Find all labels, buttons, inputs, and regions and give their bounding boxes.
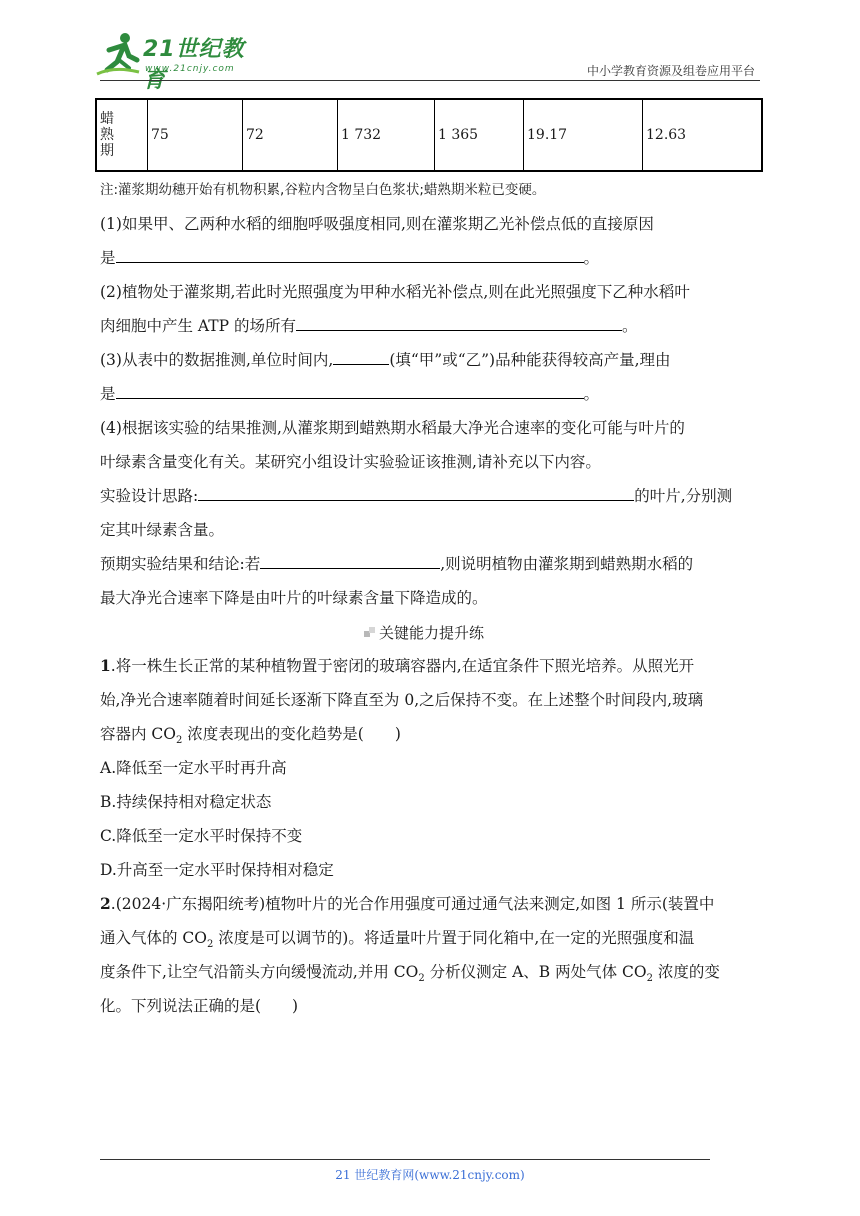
stage-cell: 蜡 熟 期	[96, 99, 148, 171]
p2-text: 2.(2024·广东揭阳统考)植物叶片的光合作用强度可通过通气法来测定,如图 1 所示(装置中	[100, 894, 715, 913]
answer-blank[interactable]	[296, 316, 622, 331]
table-cell: 1 732	[338, 99, 435, 171]
site-logo	[95, 30, 265, 93]
q4-text: (4)根据该实验的结果推测,从灌浆期到蜡熟期水稻最大净光合速率的变化可能与叶片的	[100, 419, 685, 437]
table-cell: 12.63	[643, 99, 763, 171]
section-icon	[364, 627, 376, 639]
q4-result-line: 预期实验结果和结论:若 ,则说明植物由灌浆期到蜡熟期水稻的	[100, 555, 694, 573]
q3-answer-line: 是 。	[100, 385, 600, 403]
answer-blank[interactable]	[333, 350, 389, 365]
q2-answer-line: 肉细胞中产生 ATP 的场所有 。	[100, 317, 638, 335]
table-cell: 1 365	[435, 99, 524, 171]
p1-text: 始,净光合速率随着时间延长逐渐下降直至为 0,之后保持不变。在上述整个时间段内,玻璃	[100, 691, 704, 709]
p1-text: 容器内 $CO_2$ 浓度表现出的变化趋势是( )	[100, 725, 401, 747]
runner-icon	[95, 30, 141, 76]
header-divider	[100, 80, 760, 81]
answer-blank[interactable]	[116, 384, 584, 399]
logo-url: www.21cnjy.com	[145, 64, 235, 74]
option-a[interactable]: A.降低至一定水平时再升高	[100, 759, 287, 777]
option-c[interactable]: C.降低至一定水平时保持不变	[100, 827, 303, 845]
table-row	[96, 99, 762, 171]
data-table	[95, 98, 763, 172]
table-cell: 19.17	[524, 99, 643, 171]
option-b[interactable]: B.持续保持相对稳定状态	[100, 793, 272, 811]
q4-text: 最大净光合速率下降是由叶片的叶绿素含量下降造成的。	[100, 589, 488, 607]
q4-text: 定其叶绿素含量。	[100, 521, 225, 539]
p2-text: 通入气体的 $CO_2$ 浓度是可以调节的)。将适量叶片置于同化箱中,在一定的光照强度和温	[100, 929, 695, 951]
p1-text: 1.将一株生长正常的某种植物置于密闭的玻璃容器内,在适宜条件下照光培养。从照光开	[100, 656, 695, 675]
q3-text: (3)从表中的数据推测,单位时间内, (填“甲”或“乙”)品种能获得较高产量,理由	[100, 351, 671, 369]
answer-blank[interactable]	[116, 248, 584, 263]
table-cell: 75	[148, 99, 243, 171]
logo-title: 21世纪教育	[143, 37, 245, 93]
answer-blank[interactable]	[260, 554, 440, 569]
answer-blank[interactable]	[198, 486, 634, 501]
q2-text: (2)植物处于灌浆期,若此时光照强度为甲种水稻光补偿点,则在此光照强度下乙种水稻叶	[100, 283, 690, 301]
q4-text: 叶绿素含量变化有关。某研究小组设计实验验证该推测,请补充以下内容。	[100, 453, 601, 471]
section-title: 关键能力提升练	[364, 622, 484, 643]
q1-text: (1)如果甲、乙两种水稻的细胞呼吸强度相同,则在灌浆期乙光补偿点低的直接原因	[100, 215, 654, 233]
q4-design-line: 实验设计思路: 的叶片,分别测	[100, 487, 733, 505]
platform-name: 中小学教育资源及组卷应用平台	[586, 64, 755, 78]
q1-answer-line: 是 。	[100, 249, 600, 267]
p2-text: 度条件下,让空气沿箭头方向缓慢流动,并用 $CO_2$ 分析仪测定 A、B 两处气体 $CO_2$ 浓度的变	[100, 963, 720, 985]
option-d[interactable]: D.升高至一定水平时保持相对稳定	[100, 861, 334, 879]
table-cell: 72	[243, 99, 338, 171]
footer-link[interactable]: 21 世纪教育网(www.21cnjy.com)	[335, 1168, 525, 1182]
footer-divider	[100, 1159, 710, 1160]
table-note: 注:灌浆期幼穗开始有机物积累,谷粒内含物呈白色浆状;蜡熟期米粒已变硬。	[100, 182, 546, 198]
p2-text: 化。下列说法正确的是( )	[100, 997, 299, 1015]
